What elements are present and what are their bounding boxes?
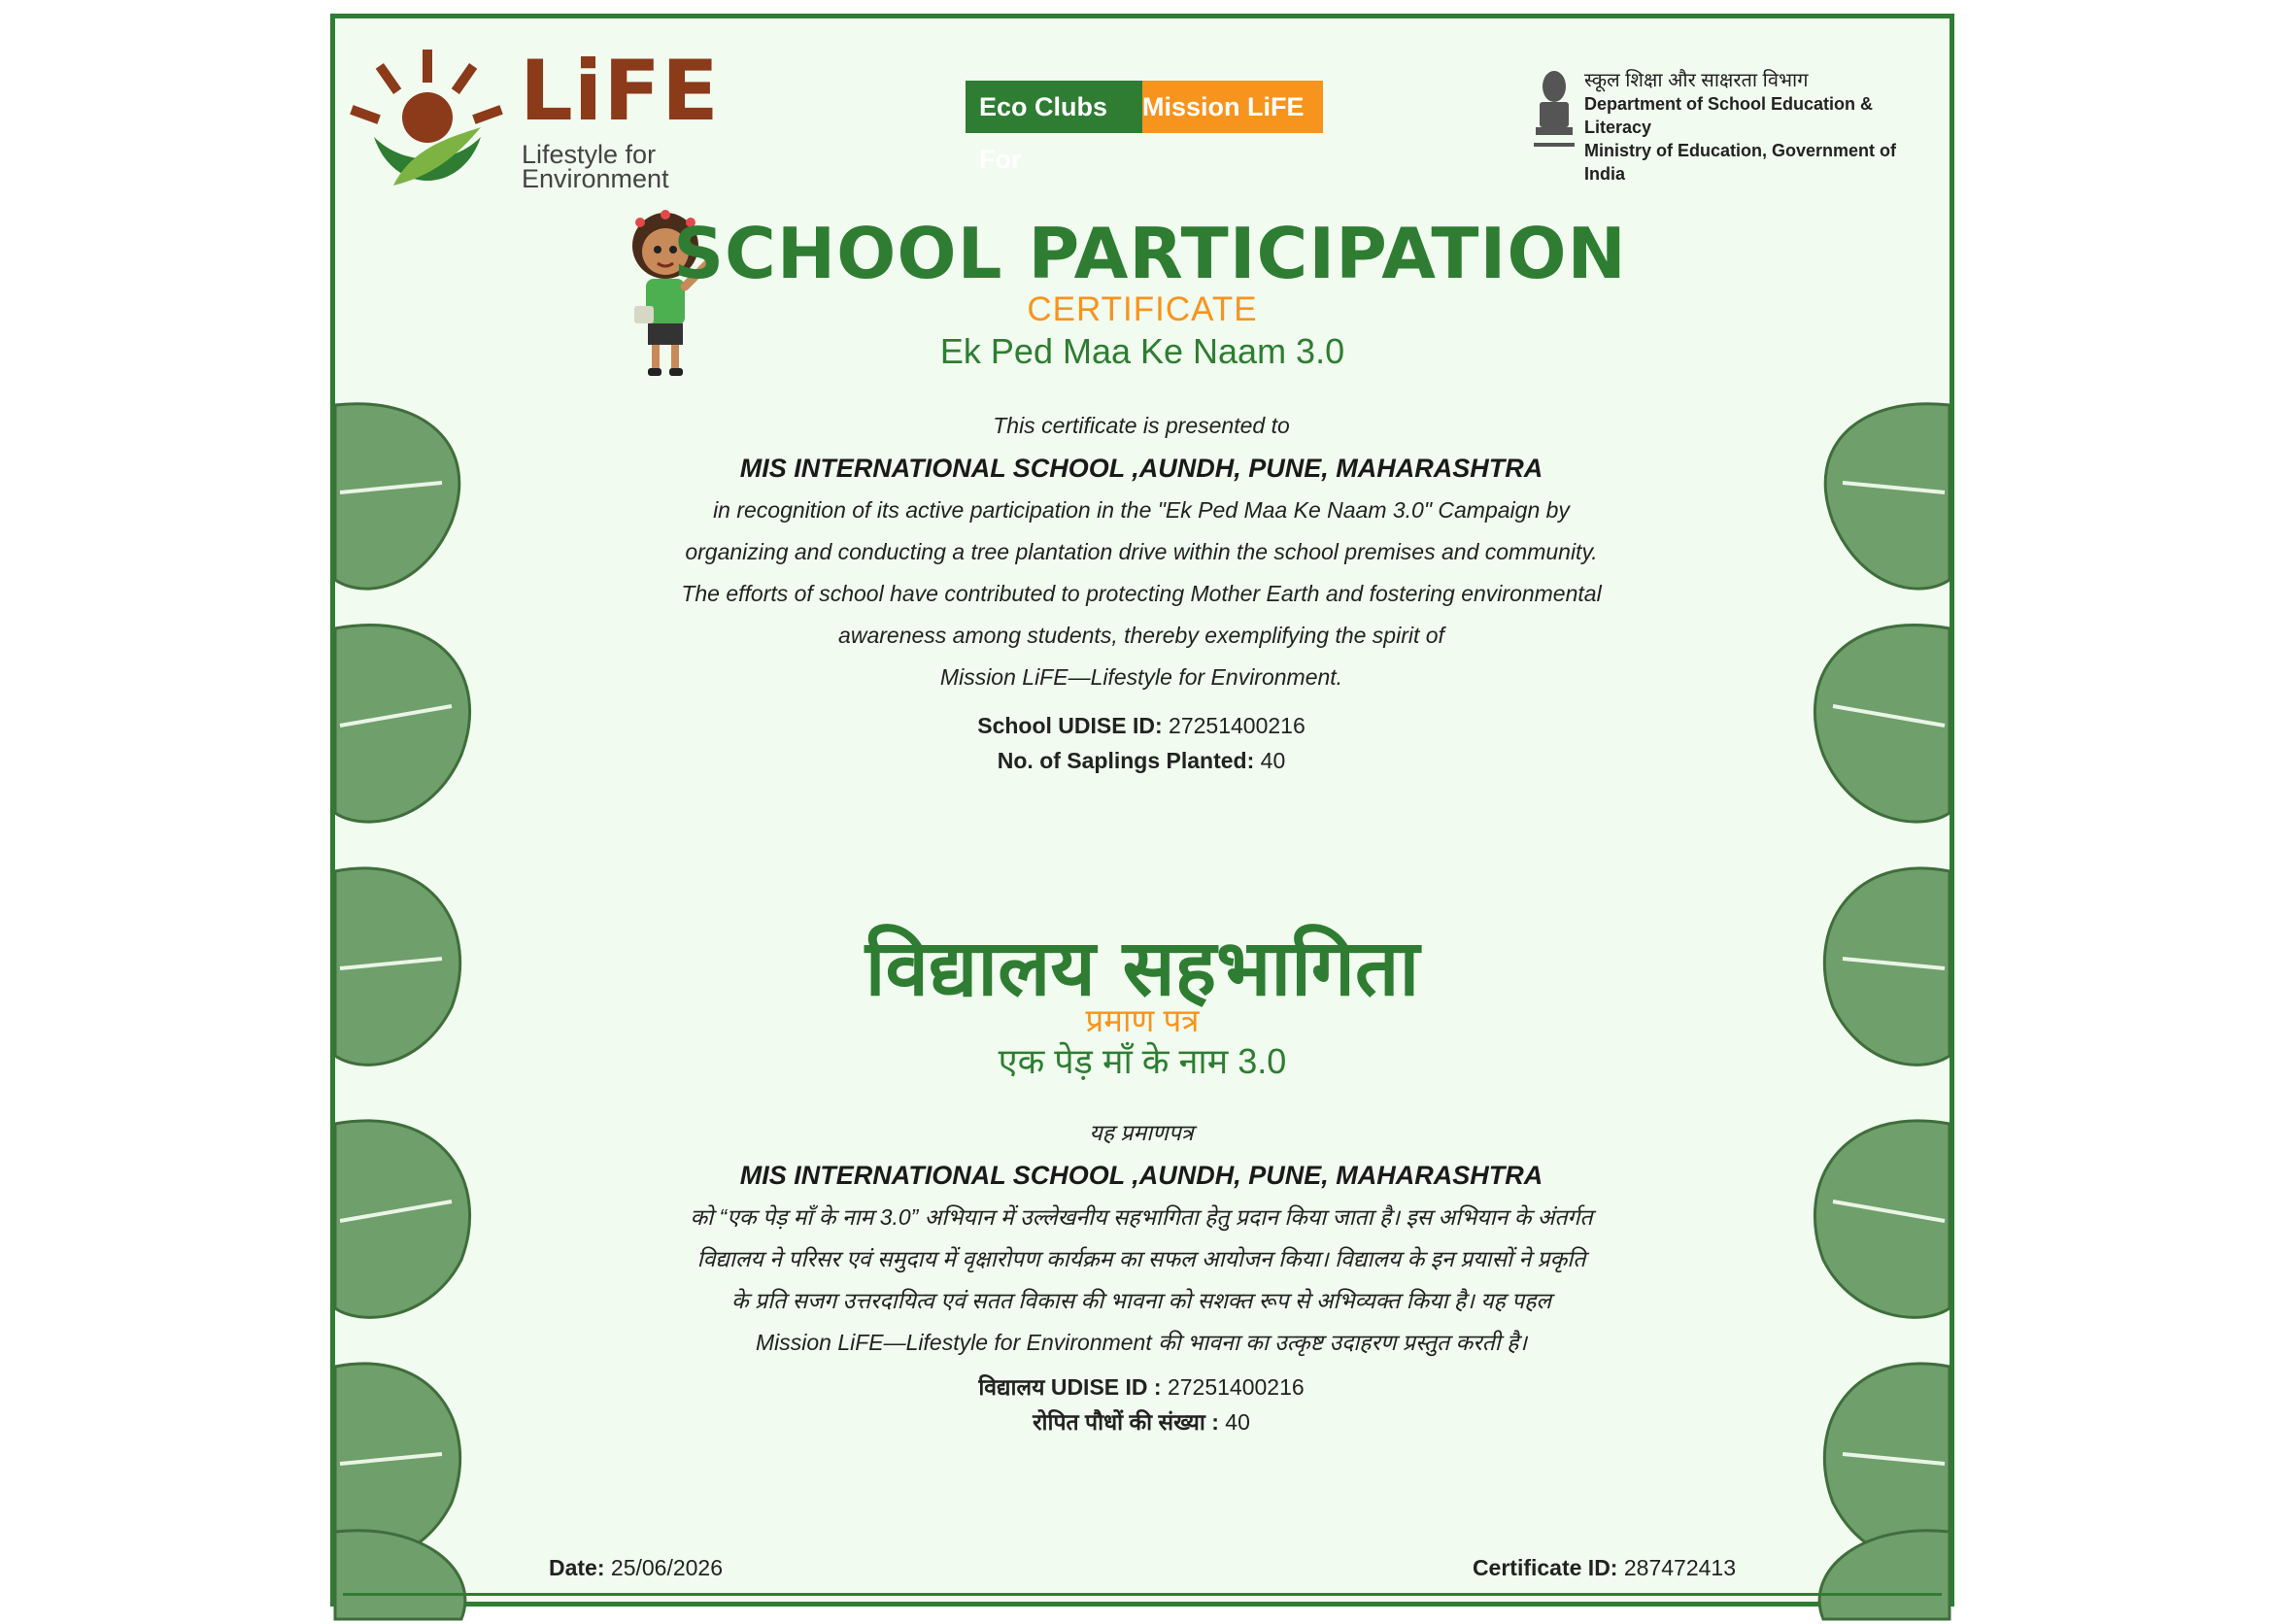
eco-banner-part2: Mission LiFE (1142, 81, 1323, 133)
saplings-label-hindi: रोपित पौधों की संख्या : (1033, 1409, 1219, 1435)
life-logo-word: LiFE (520, 43, 720, 140)
title-hindi: विद्यालय सहभागिता (865, 923, 1420, 1013)
life-logo-subtitle (522, 140, 669, 193)
presented-to-english: This certificate is presented to (993, 413, 1290, 438)
saplings-value-english: 40 (1260, 748, 1286, 773)
eco-clubs-banner (966, 81, 1323, 174)
life-logo-sub-line1: Lifestyle for (522, 140, 657, 169)
body-line: awareness among students, thereby exemplifying the spirit of (838, 623, 1444, 648)
campaign-english: Ek Ped Maa Ke Naam 3.0 (939, 331, 1345, 371)
issue-date (549, 1555, 723, 1581)
certificate-id-value: 287472413 (1623, 1555, 1736, 1580)
body-line: The efforts of school have contributed to protecting Mother Earth and fostering environmental (681, 581, 1602, 606)
presented-to-hindi: यह प्रमाणपत्र (1089, 1120, 1194, 1145)
date-value: 25/06/2026 (610, 1555, 724, 1580)
body-line: के प्रति सजग उत्तरदायित्व एवं सतत विकास की भावना को सशक्त रूप से अभिव्यक्त किया है। यह पहल (730, 1288, 1552, 1313)
life-logo-sub-line2: Environment (522, 164, 669, 193)
saplings-hindi (578, 1404, 1705, 1439)
body-line: को “एक पेड़ माँ के नाम 3.0” अभियान में उल्लेखनीय सहभागिता हेतु प्रदान किया जाता है। इस अभियान के अंतर्गत (690, 1204, 1593, 1230)
body-line: विद्यालय ने परिसर एवं समुदाय में वृक्षारोपण कार्यक्रम का सफल आयोजन किया। विद्यालय के इन प्रयासों ने प्रकृति (696, 1246, 1586, 1271)
saplings-english (578, 743, 1705, 778)
national-emblem-icon (1530, 65, 1578, 162)
ministry-text (1584, 69, 1938, 186)
eco-banner-part1: Eco Clubs For (966, 81, 1142, 133)
udise-english (578, 708, 1705, 743)
udise-value-hindi: 27251400216 (1167, 1374, 1305, 1400)
bottom-border-line (343, 1593, 1942, 1596)
certificate (330, 14, 1954, 1607)
certificate-id-label: Certificate ID: (1472, 1555, 1618, 1580)
body-line: Mission LiFE—Lifestyle for Environment की भावना का उत्कृष्ट उदाहरण प्रस्तुत करती है। (755, 1330, 1527, 1355)
certificate-id (1473, 1555, 1736, 1581)
campaign-hindi: एक पेड़ माँ के नाम 3.0 (998, 1041, 1287, 1081)
body-line: in recognition of its active participation in the "Ek Ped Maa Ke Naam 3.0" Campaign by (713, 497, 1570, 523)
ministry-logo (1530, 65, 1938, 184)
subtitle-hindi: प्रमाण पत्र (1085, 1002, 1200, 1038)
udise-label-hindi: विद्यालय UDISE ID : (978, 1374, 1162, 1400)
school-name-hindi: MIS INTERNATIONAL SCHOOL ,AUNDH, PUNE, MAHARASHTRA (739, 1161, 1543, 1190)
ministry-line-hindi: स्कूल शिक्षा और साक्षरता विभाग (1584, 70, 1809, 91)
saplings-value-hindi: 40 (1225, 1409, 1250, 1435)
ministry-line-ministry: Ministry of Education, Government of India (1584, 141, 1897, 184)
body-line: organizing and conducting a tree plantation drive within the school premises and community. (685, 539, 1598, 564)
english-body (578, 405, 1705, 778)
date-label: Date: (549, 1555, 605, 1580)
body-line: Mission LiFE—Lifestyle for Environment. (939, 664, 1343, 690)
subtitle-english: CERTIFICATE (1027, 290, 1258, 328)
udise-value-english: 27251400216 (1169, 713, 1306, 738)
title-english: SCHOOL PARTICIPATION (673, 213, 1627, 294)
udise-label-english: School UDISE ID: (977, 713, 1163, 738)
life-logo (355, 38, 720, 203)
life-sun-leaf-icon (355, 50, 500, 195)
ministry-line-dept: Department of School Education & Literacy (1584, 94, 1874, 137)
hindi-body (578, 1112, 1705, 1439)
school-name-english: MIS INTERNATIONAL SCHOOL ,AUNDH, PUNE, MAHARASHTRA (739, 454, 1543, 483)
saplings-label-english: No. of Saplings Planted: (997, 748, 1255, 773)
udise-hindi (578, 1370, 1705, 1404)
